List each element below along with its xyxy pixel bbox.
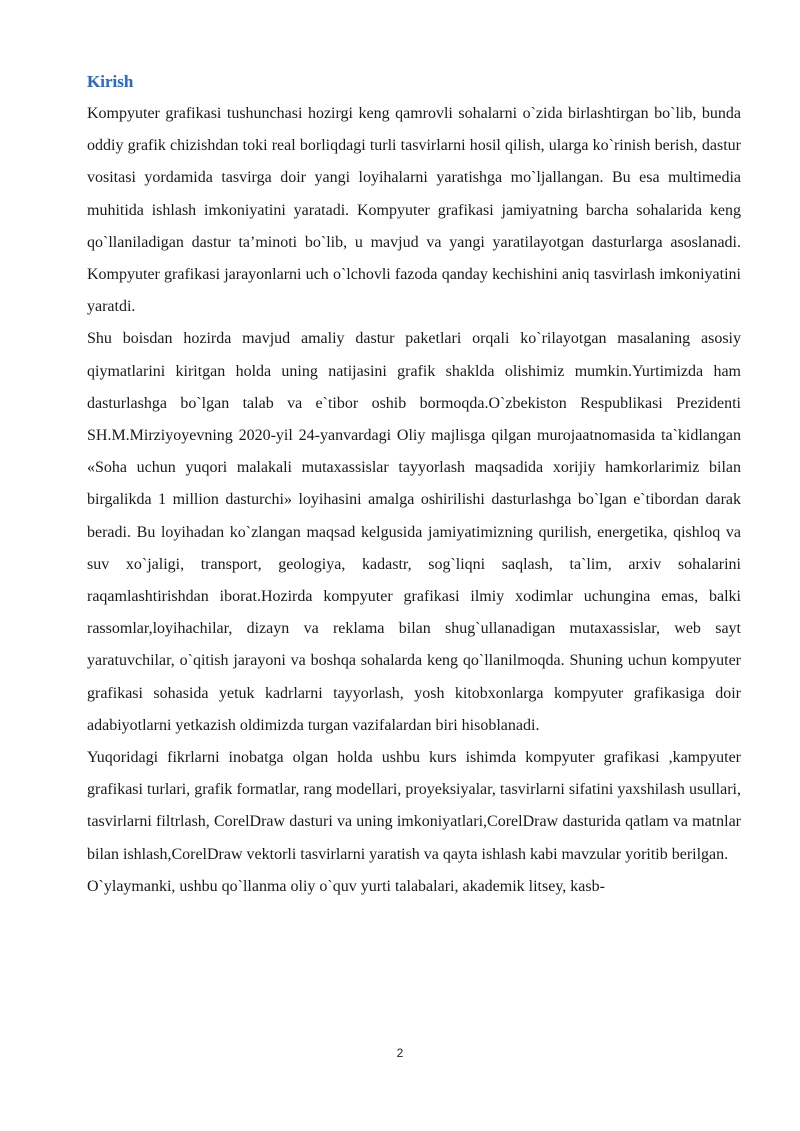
page-content xyxy=(87,70,741,903)
paragraph-2: Shu boisdan hozirda mavjud amaliy dastur paketlari orqali ko`rilayotgan masalaning asosiy qiymatlarini kiritgan holda uning natijasini grafik shaklda olishimiz mumkin.Yurtimizda ham dasturlashga bo`lgan talab va e`tibor oshib bormoqda.O`zbekiston Respublikasi Prezidenti SH.M.Mirziyoyevning 2020-yil 24-yanvardagi Oliy majlisga qilgan murojaatnomasida ta`kidlangan «Soha uchun yuqori malakali mutaxassislar tayyorlash maqsadida xorijiy hamkorlarimiz bilan birgalikda 1 million dasturchi» loyihasini amalga oshirilishi dasturlashga bo`lgan e`tibordan darak beradi. Bu loyihadan ko`zlangan maqsad kelgusida jamiyatimizning qurilish, energetika, qishloq va suv xo`jaligi, transport, geologiya, kadastr, sog`liqni saqlash, ta`lim, arxiv sohalarini raqamlashtirishdan iborat.Hozirda kompyuter grafikasi ilmiy xodimlar uchungina emas, balki rassomlar,loyihachilar, dizayn va reklama bilan shug`ullanadigan mutaxassislar, web sayt yaratuvchilar, o`qitish jarayoni va boshqa sohalarda keng qo`llanilmoqda. Shuning uchun kompyuter grafikasi sohasida yetuk kadrlarni tayyorlash, yosh kitobxonlarga kompyuter grafikasiga doir adabiyotlarni yetkazish oldimizda turgan vazifalardan biri hisoblanadi. xyxy=(87,330,741,734)
paragraph-4: O`ylaymanki, ushbu qo`llanma oliy o`quv yurti talabalari, akademik litsey, kasb- xyxy=(87,877,605,895)
section-heading: Kirish xyxy=(87,72,134,91)
paragraph-3: Yuqoridagi fikrlarni inobatga olgan holda ushbu kurs ishimda kompyuter grafikasi ,kampyuter grafikasi turlari, grafik formatlar, rang modellari, proyeksiyalar, tasvirlarni sifatini yaxshilash usullari, tasvirlarni filtrlash, CorelDraw dasturi va uning imkoniyatlari,CorelDraw dasturida qatlam va matnlar bilan ishlash,CorelDraw vektorli tasvirlarni yaratish va qayta ishlash kabi mavzular yoritib berilgan. xyxy=(87,749,741,863)
page-number: 2 xyxy=(396,1046,404,1060)
paragraph-1: Kompyuter grafikasi tushunchasi hozirgi keng qamrovli sohalarni o`zida birlashtirgan bo`lib, bunda oddiy grafik chizishdan toki real borliqdagi turli tasvirlarni hosil qilish, ularga ko`rinish berish, dastur vositasi yordamida tasvirga doir yangi loyihalarni yaratishga mo`ljallangan. Bu esa multimedia muhitida ishlash imkoniyatini yaratadi. Kompyuter grafikasi jamiyatning barcha sohalarida keng qo`llaniladigan dastur ta’minoti bo`lib, u mavjud va yangi yaratilayotgan dasturlarga asoslanadi. Kompyuter grafikasi jarayonlarni uch o`lchovli fazoda qanday kechishini aniq tasvirlash imkoniyatini yaratdi. xyxy=(87,105,741,316)
